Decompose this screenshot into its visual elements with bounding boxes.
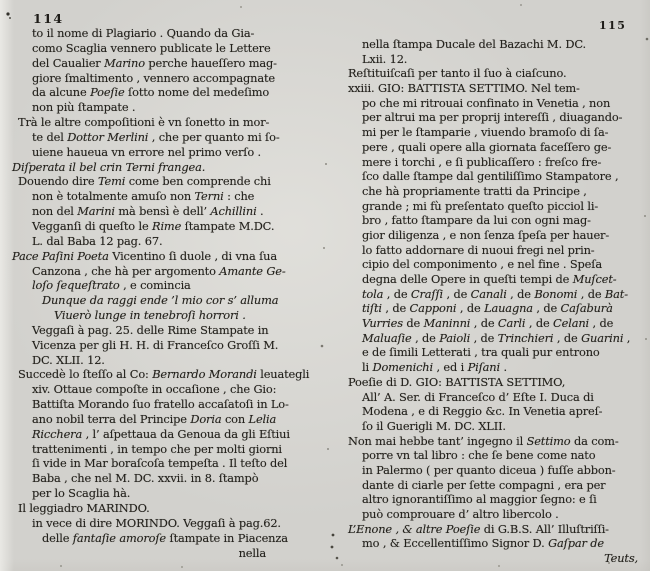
text-line <box>12 41 318 56</box>
text-line <box>342 507 648 522</box>
text-segment: Succedè lo ſteſſo al Co: <box>18 367 153 382</box>
text-segment: Vicenza per gli H. H. di Franceſco Groſſi M. <box>32 337 279 352</box>
italic-text-segment: Piſani <box>467 360 500 375</box>
italic-text-segment: Maluaſie <box>362 330 412 345</box>
text-segment: leuategli <box>256 367 310 382</box>
text-segment: , de <box>589 316 614 331</box>
italic-text-segment: Poeſie <box>90 85 125 100</box>
text-segment: trattenimenti , in tempo che per molti giorni <box>32 441 282 456</box>
italic-text-segment: Lauagna <box>484 301 533 316</box>
text-line <box>342 316 648 331</box>
italic-text-segment: Temi <box>97 174 126 189</box>
text-line <box>342 199 648 214</box>
text-segment: non del <box>32 204 78 219</box>
text-line <box>342 140 648 155</box>
text-line <box>12 516 318 531</box>
italic-text-segment: loſo ſequeſtrato <box>32 278 120 293</box>
text-segment: pere , quali opere alla giornata faceſſero ge- <box>362 139 612 154</box>
text-segment: bro , fatto ſtampare da lui con ogni mag- <box>362 213 591 228</box>
text-segment: mere i torchi , e ſi publicaſſero : freſco fre- <box>362 154 602 169</box>
text-line <box>342 463 648 478</box>
text-line <box>12 486 318 501</box>
text-segment: , de <box>456 301 485 316</box>
text-segment: , che per quanto mi ſo- <box>148 129 280 144</box>
text-segment: xiv. Ottaue compoſte in occaſione , che Gio: <box>32 382 277 397</box>
italic-text-segment: Settimo <box>526 433 571 448</box>
text-segment: Canzona , che hà per argomento <box>32 263 220 278</box>
text-segment: non è totalmente amuſo non <box>32 189 195 204</box>
text-line <box>12 219 318 234</box>
text-segment: nella ſtampa Ducale del Bazachi M. DC. <box>362 37 587 51</box>
text-segment: ano nobil terra del Principe <box>32 411 191 426</box>
text-line <box>12 353 318 368</box>
text-segment: Reſtituiſcaſi per tanto il ſuo à ciaſcuno. <box>348 66 567 81</box>
text-segment: porre vn tal libro : che ſe bene come nato <box>362 448 596 463</box>
italic-text-segment: Achillini <box>210 204 257 219</box>
text-line <box>342 243 648 258</box>
text-segment: como Scaglia vennero publicate le Lettere <box>32 40 271 55</box>
text-segment: perche haueſſero mag- <box>144 55 277 70</box>
text-line <box>342 272 648 287</box>
text-segment: Douendo dire <box>18 174 98 189</box>
text-segment: , l’ aſpettaua da Genoua da gli Eſtiui <box>82 426 290 441</box>
text-segment: in vece di dire MORINDO. Veggaſi à pag.62. <box>32 515 281 530</box>
text-segment: ſi vide in Mar boraſcoſa tempeſta . Il teſto del <box>32 456 288 471</box>
italic-text-segment: Ricchera <box>32 426 83 441</box>
text-segment: te del <box>32 129 68 144</box>
text-segment: ſco dalle ſtampe dal gentiliſſimo Stampatore , <box>362 169 619 184</box>
text-line <box>342 551 648 566</box>
text-line <box>12 382 318 397</box>
text-segment: Poeſie di D. GIO: BATTISTA SETTIMO, <box>348 374 566 389</box>
text-segment: non più ſtampate . <box>32 100 136 115</box>
text-segment: come ben comprende chi <box>125 174 271 189</box>
text-segment: Battiſta Morando ſuo fratello accaſatoſi in Lo- <box>32 397 289 412</box>
text-segment: Vegganſi di queſto le <box>32 218 153 233</box>
text-segment: L. dal Baba 12 pag. 67. <box>32 233 163 248</box>
italic-text-segment: Trinchieri <box>497 330 554 345</box>
text-segment: , ed i <box>433 360 468 375</box>
italic-text-segment: Lelia <box>248 411 277 426</box>
italic-text-segment: Caſaburà <box>560 301 613 316</box>
text-line <box>12 471 318 486</box>
left-text-column <box>12 26 318 560</box>
text-line <box>342 448 648 463</box>
italic-text-segment: Viuerò lunge in tenebroſi horrori . <box>54 308 246 323</box>
text-line <box>342 37 648 52</box>
text-segment: . <box>256 204 264 219</box>
text-segment: e de ſimili Letterati , tra quali pur entrono <box>362 345 600 360</box>
text-line <box>12 145 318 160</box>
text-segment: Modena , e di Reggio &c. In Venetia apreſ- <box>362 404 603 419</box>
text-segment: to il nome di Plagiario . Quando da Gia- <box>32 26 255 40</box>
italic-text-segment: Teuts, <box>604 551 638 566</box>
text-line <box>12 26 318 41</box>
italic-text-segment: Vurries <box>362 316 403 331</box>
text-line <box>12 249 318 264</box>
text-segment: per lo Scaglia hà. <box>32 486 131 501</box>
italic-text-segment: Rime <box>152 218 182 233</box>
text-line <box>12 456 318 471</box>
text-segment: xxiii. GIO: BATTISTA SETTIMO. Nel tem- <box>348 81 580 96</box>
text-line <box>342 155 648 170</box>
text-line <box>342 522 648 537</box>
text-segment: , de <box>506 286 535 301</box>
text-line <box>12 442 318 457</box>
text-line <box>342 228 648 243</box>
text-line <box>12 56 318 71</box>
italic-text-segment: Paioli <box>439 330 471 345</box>
text-line <box>12 278 318 293</box>
text-segment: , de <box>577 286 605 301</box>
text-segment: di G.B.S. All’ Illuſtriſſi- <box>480 521 609 536</box>
italic-text-segment: Diſperata il bel crin Terni frangea. <box>12 159 206 174</box>
italic-text-segment: Bonomi <box>534 286 578 301</box>
italic-text-segment: Marino <box>104 55 145 70</box>
text-segment: po che mi ritrouai confinato in Venetia , non <box>362 95 611 110</box>
right-text-column <box>342 37 648 566</box>
italic-text-segment: Gaſpar de <box>548 536 604 551</box>
text-line <box>342 492 648 507</box>
text-line <box>12 293 318 308</box>
text-line <box>12 234 318 249</box>
text-segment: può comprouare d’ altro libercolo . <box>362 507 559 521</box>
text-line <box>12 501 318 516</box>
italic-text-segment: Amante Ge- <box>219 263 286 278</box>
text-line <box>12 338 318 353</box>
text-line <box>12 71 318 86</box>
text-line <box>342 52 648 67</box>
text-segment: con <box>221 411 249 426</box>
text-segment: nella <box>238 545 266 560</box>
text-segment: mi per le ſtamparie , viuendo bramoſo di ſa- <box>362 125 609 140</box>
italic-text-segment: Pace Paſini Poeta <box>12 248 109 263</box>
page-number-right: 115 <box>599 19 627 32</box>
italic-text-segment: Dottor Merlini <box>67 129 149 144</box>
text-segment: cipio del componimento , e nel fine . Speſa <box>362 257 602 272</box>
page-number-left: 114 <box>33 11 64 26</box>
italic-text-segment: Marini <box>77 204 115 219</box>
italic-text-segment: Domenichi <box>372 360 433 375</box>
text-segment: delle <box>42 530 73 545</box>
text-segment: Veggaſi à pag. 25. delle Rime Stampate in <box>32 322 269 337</box>
text-segment: gior diligenza , e non ſenza ſpeſa per hauer- <box>362 227 610 242</box>
text-line <box>342 536 648 551</box>
text-segment: , <box>623 330 631 345</box>
text-line <box>12 531 318 546</box>
italic-text-segment: tiſti <box>362 301 382 316</box>
text-segment: grande ; mi fù preſentato queſto picciol li- <box>362 198 599 213</box>
text-segment: , e comincia <box>119 278 191 293</box>
text-segment: ſo il Guerigli M. DC. XLII. <box>362 418 506 433</box>
text-line <box>342 390 648 405</box>
text-line <box>12 189 318 204</box>
italic-text-segment: Bat- <box>604 286 628 301</box>
text-segment: de <box>402 316 424 331</box>
text-line <box>342 81 648 96</box>
text-segment: , de <box>470 330 498 345</box>
text-segment: mo , & Eccellentiſſimo Signor D. <box>362 536 549 551</box>
text-segment: da com- <box>570 433 619 448</box>
text-segment: , de <box>383 286 411 301</box>
text-line <box>12 130 318 145</box>
text-segment: altro ignorantiſſimo al maggior ſegno: e ſi <box>362 492 597 507</box>
text-line <box>12 367 318 382</box>
text-segment: Trà le altre compoſitioni è vn ſonetto in mor- <box>18 115 270 130</box>
text-segment: , de <box>443 286 471 301</box>
text-line <box>342 419 648 434</box>
italic-text-segment: Celani <box>553 316 590 331</box>
text-line <box>342 169 648 184</box>
text-line <box>12 546 318 561</box>
text-line <box>342 301 648 316</box>
paper-noise <box>0 0 2 2</box>
text-line <box>342 110 648 125</box>
text-segment: DC. XLII. 12. <box>32 352 105 367</box>
text-line <box>12 100 318 115</box>
text-segment: giore ſmaltimento , vennero accompagnate <box>32 70 275 85</box>
italic-text-segment: Craſſi <box>410 286 444 301</box>
text-line <box>342 478 648 493</box>
text-segment: li <box>362 360 373 375</box>
italic-text-segment: fantaſie amoroſe <box>72 530 167 545</box>
text-line <box>342 125 648 140</box>
text-line <box>342 404 648 419</box>
text-segment: da alcune <box>32 85 91 100</box>
text-segment: Baba , che nel M. DC. xxvii. in 8. ſtampò <box>32 471 259 486</box>
text-segment: mà bensì è dell’ <box>114 204 211 219</box>
italic-text-segment: L’Enone , & altre Poeſie <box>348 521 481 536</box>
text-segment: Il leggiadro MARINDO. <box>18 501 150 515</box>
text-segment: che hà propriamente tratti da Principe , <box>362 183 587 198</box>
text-line <box>342 287 648 302</box>
italic-text-segment: Canali <box>470 286 507 301</box>
text-line <box>342 96 648 111</box>
text-segment: per altrui ma per proprij intereſſi , diuagando- <box>362 110 623 125</box>
text-segment: All’ A. Ser. di Franceſco d’ Eſte I. Duca di <box>362 389 594 404</box>
text-line <box>12 85 318 100</box>
text-segment: , de <box>532 301 561 316</box>
text-segment: . <box>500 360 507 375</box>
text-line <box>12 397 318 412</box>
text-line <box>12 264 318 279</box>
text-segment: Non mai hebbe tant’ ingegno il <box>348 433 527 448</box>
italic-text-segment: Dunque da raggi ende ’l mio cor s’ alluma <box>42 293 279 308</box>
italic-text-segment: Muſcet- <box>572 272 617 286</box>
text-segment: , de <box>470 316 498 331</box>
italic-text-segment: Capponi <box>409 301 457 316</box>
text-line <box>12 174 318 189</box>
text-line <box>342 331 648 346</box>
text-segment: , de <box>525 316 554 331</box>
text-line <box>12 427 318 442</box>
text-line <box>12 204 318 219</box>
text-line <box>342 375 648 390</box>
text-segment: ſtampate M.DC. <box>181 218 275 233</box>
text-segment: in Palermo ( per quanto diceua ) fuſſe abbon- <box>362 462 616 477</box>
text-line <box>12 160 318 175</box>
text-segment: ſotto nome del medeſimo <box>124 85 270 100</box>
italic-text-segment: Guarini <box>581 330 624 345</box>
italic-text-segment: Maninni <box>423 316 471 331</box>
text-line <box>342 257 648 272</box>
text-segment: dante di ciarle per ſette compagni , era per <box>362 477 606 492</box>
text-line <box>12 308 318 323</box>
text-line <box>12 412 318 427</box>
text-line <box>12 323 318 338</box>
text-line <box>342 345 648 360</box>
text-line <box>342 184 648 199</box>
text-segment: : che <box>223 189 255 204</box>
italic-text-segment: Bernardo Morandi <box>152 367 257 382</box>
text-line <box>342 66 648 81</box>
text-segment: degna delle Opere in queſti tempi de <box>362 272 573 286</box>
text-segment: lo fatto addornare di nuoui fregi nel prin- <box>362 242 595 257</box>
text-line <box>12 115 318 130</box>
text-segment: del Caualier <box>32 55 105 70</box>
italic-text-segment: Terni <box>194 189 224 204</box>
text-segment: , de <box>553 330 582 345</box>
text-segment: , de <box>411 330 440 345</box>
text-line <box>342 360 648 375</box>
italic-text-segment: Carli <box>497 316 526 331</box>
text-segment: , de <box>381 301 410 316</box>
italic-text-segment: Doria <box>190 411 222 426</box>
text-segment: Vicentino ſi duole , di vna ſua <box>108 248 277 263</box>
text-line <box>342 434 648 449</box>
text-line <box>342 213 648 228</box>
text-segment: uiene haueua vn errore nel primo verſo . <box>32 144 261 159</box>
text-segment: Lxii. 12. <box>362 51 408 66</box>
italic-text-segment: tola <box>362 286 384 301</box>
text-segment: ſtampate in Piacenza <box>166 530 288 545</box>
